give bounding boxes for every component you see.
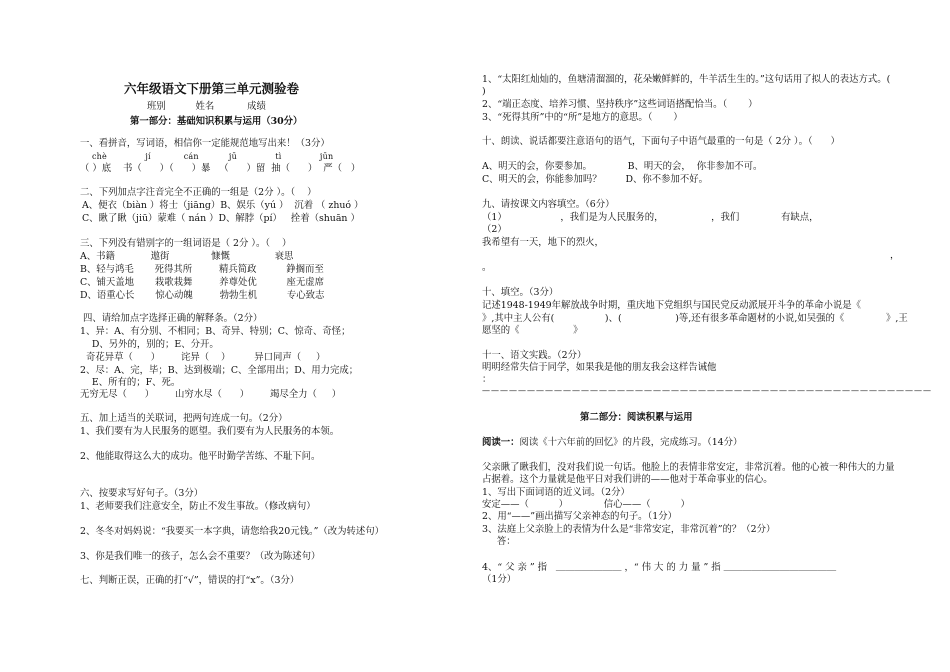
question-9-line-1: （1） ，我们是为人民服务的， ，我们 有缺点， — [482, 212, 819, 223]
part-two-heading: 第二部分：阅读积累与运用 — [580, 412, 693, 423]
question-9-line-2: （2） — [482, 224, 507, 235]
question-3-option-b: B、轻与鸿毛 死得其所 精兵简政 錚搁而至 — [80, 264, 324, 275]
question-3-option-d: D、语重心长 惊心动魄 勃勃生机 专心致志 — [80, 290, 325, 301]
question-2-stem: 二、下列加点字注音完全不正确的一组是（2分 ）。（ ） — [80, 187, 317, 198]
question-4-line-5: E、所有的；F、死。 — [80, 377, 181, 388]
question-6-item-1: 1、老师要我们注意安全，防止不发生事故。（修改病句） — [80, 501, 316, 512]
exam-title: 六年级语文下册第三单元测验卷 — [124, 81, 300, 96]
reading-1-passage-line-1: 父亲瞅了瞅我们，没对我们说一句话。他脸上的表情非常安定，非常沉着。他的心被一种伟大的力量 — [482, 462, 895, 473]
question-2-option-cd: C、瞅了瞅（jiū）蒙难（ nán ）D、解脖（pí） 拴着（shuān ） — [82, 213, 360, 224]
reading-1-item-4: 4、“ 父 亲 ” 指 ＿＿＿＿＿＿＿ ，“ 伟 大 的 力 量 ” 指 ＿＿＿＿＿＿＿＿＿＿＿＿ — [482, 562, 837, 573]
question-11-line-2: ： — [482, 374, 492, 385]
reading-1-label: 阅读一： — [482, 437, 520, 448]
question-3-stem: 三、下列没有错别字的一组词语是（ 2分 ）。（ ） — [80, 238, 292, 249]
reading-1-passage-line-2: 占据着。这个力量就是他平日对我们讲的——他对于革命事业的信心。 — [482, 474, 773, 485]
reading-1-item-2: 2、用“——”画出描写父亲神态的句子。（1分） — [482, 511, 677, 522]
question-1-pinyin: chè jí cán jū tì jūn — [92, 152, 334, 161]
question-5-sentence-2: 2、他能取得这么大的成功。他平时勤学苦练、不耻下问。 — [80, 451, 321, 462]
question-7-stem: 七、判断正误，正确的打“√”，错误的打“x”。（3分） — [80, 575, 300, 586]
question-9-stem: 九、请按课文内容填空。（6分） — [482, 199, 615, 210]
question-9-period: 。 — [482, 262, 492, 273]
question-8-options-ab: A、明天的会，你要参加。 B、明天的会， 你非参加不可。 — [482, 161, 763, 172]
student-info-line: 班别 姓名 成绩 — [147, 101, 266, 112]
question-3-option-a: A、书籍 遨街 慷慨 衰思 — [80, 251, 294, 262]
question-4-stem: 四、请给加点字选择正确的解释条。（2分） — [80, 313, 263, 324]
question-11-line-1: 明明经常失信于同学，如果我是他的朋友我会这样告诫他 — [482, 362, 717, 373]
reading-1-item-3: 3、法庭上父亲脸上的表情为什么是“非常安定，非常沉着”的？（2分） — [482, 524, 776, 535]
question-11-stem: 十一、语文实践。（2分） — [482, 350, 587, 361]
question-10-line-1: 记述1948-1949年解放战争时期，重庆地下党组织与国民党反动派展开斗争的革命小说是《 — [482, 300, 862, 311]
question-4-line-2: D、另外的，别的；E、分开。 — [80, 339, 219, 350]
question-2-option-ab: A、便衣（biàn ）将士（jiāng）B、娱乐（yú ） 沉着 （ zhuó ） — [82, 200, 364, 211]
question-9-line-3: 我希望有一天，地下的烈火， — [482, 237, 604, 248]
reading-1-item-1: 1、写出下面词语的近义词。（2分） — [482, 487, 630, 498]
question-8-stem: 十、朗读、说话都要注意语句的语气，下面句子中语气最重的一句是（ 2分 ）。（ ） — [482, 136, 840, 147]
question-4-line-3: 奇花异草（ ） 诧异（ ） 异口同声（ ） — [80, 352, 326, 363]
question-6-item-2: 2、冬冬对妈妈说：“我要买一本字典，请您给我20元钱。”（改为转述句） — [80, 526, 385, 537]
question-1-blanks: （ ）底 书（ ）（ ）暴 （ ）留 抽（ ） 严（ ） — [80, 163, 361, 174]
question-10-line-3: 愿坚的《 》 — [482, 325, 583, 336]
reading-1-item-1-blanks: 安定——（ ） 信心——（ ） — [482, 499, 690, 510]
question-1-stem: 一、看拼音，写词语，相信你一定能规范地写出来！（3分） — [80, 138, 330, 149]
question-8-options-cd: C、明天的会，你能参加吗？ D、你不参加不好。 — [482, 174, 709, 185]
question-7-item-1: 1、“太阳红灿灿的，鱼塘清溜溜的，花朵嫩鲜鲜的，牛羊活生生的。”这句话用了拟人的表达方式。( — [482, 74, 891, 85]
reading-1-answer-label: 答： — [482, 536, 516, 547]
reading-1-instruction: 阅读《十六年前的回忆》的片段，完成练习。（14分） — [519, 437, 743, 448]
question-4-line-6: 无穷无尽（ ） 山穷水尽（ ） 竭尽全力（ ） — [80, 389, 342, 400]
question-5-sentence-1: 1、我们要有为人民服务的愿望。我们要有为人民服务的本领。 — [80, 426, 340, 437]
question-9-comma: ， — [890, 250, 900, 261]
question-5-stem: 五、加上适当的关联词，把两句连成一句。（2分） — [80, 413, 288, 424]
question-7-item-3: 3、“死得其所”中的“所”是地方的意思。（ ） — [482, 112, 683, 123]
question-7-item-1-bracket: ) — [482, 86, 486, 97]
question-10-line-2: 》,其中主人公有( )、( )等,还有很多革命题材的小说,如吴强的《 》,王 — [482, 313, 908, 324]
question-3-option-c: C、铺天盖地 栽歌栽舞 养尊处优 座无虚席 — [80, 277, 325, 288]
answer-dash-line: —————————————————————————————————————————————————— — [482, 386, 932, 395]
question-4-line-4: 2、尽：A、完，毕；B、达到极端；C、全部用出；D、用力完成； — [80, 365, 359, 376]
reading-1-item-4-score: （1分） — [482, 574, 517, 585]
question-10-stem: 十、填空。（3分） — [482, 287, 559, 298]
reading-1-stem — [482, 437, 742, 448]
question-4-line-1: 1、异：A、有分别、不相同；B、奇异、特别；C、惊奇、奇怪； — [80, 326, 351, 337]
question-7-item-2: 2、“端正态度、培养习惯、坚持秩序”这些词语搭配恰当。（ ） — [482, 99, 758, 110]
question-6-item-3: 3、你是我们唯一的孩子，怎么会不重要？（改为陈述句） — [80, 551, 321, 562]
question-6-stem: 六、按要求写好句子。（3分） — [80, 488, 204, 499]
part-one-heading: 第一部分：基础知识积累与运用（30分） — [130, 116, 303, 127]
